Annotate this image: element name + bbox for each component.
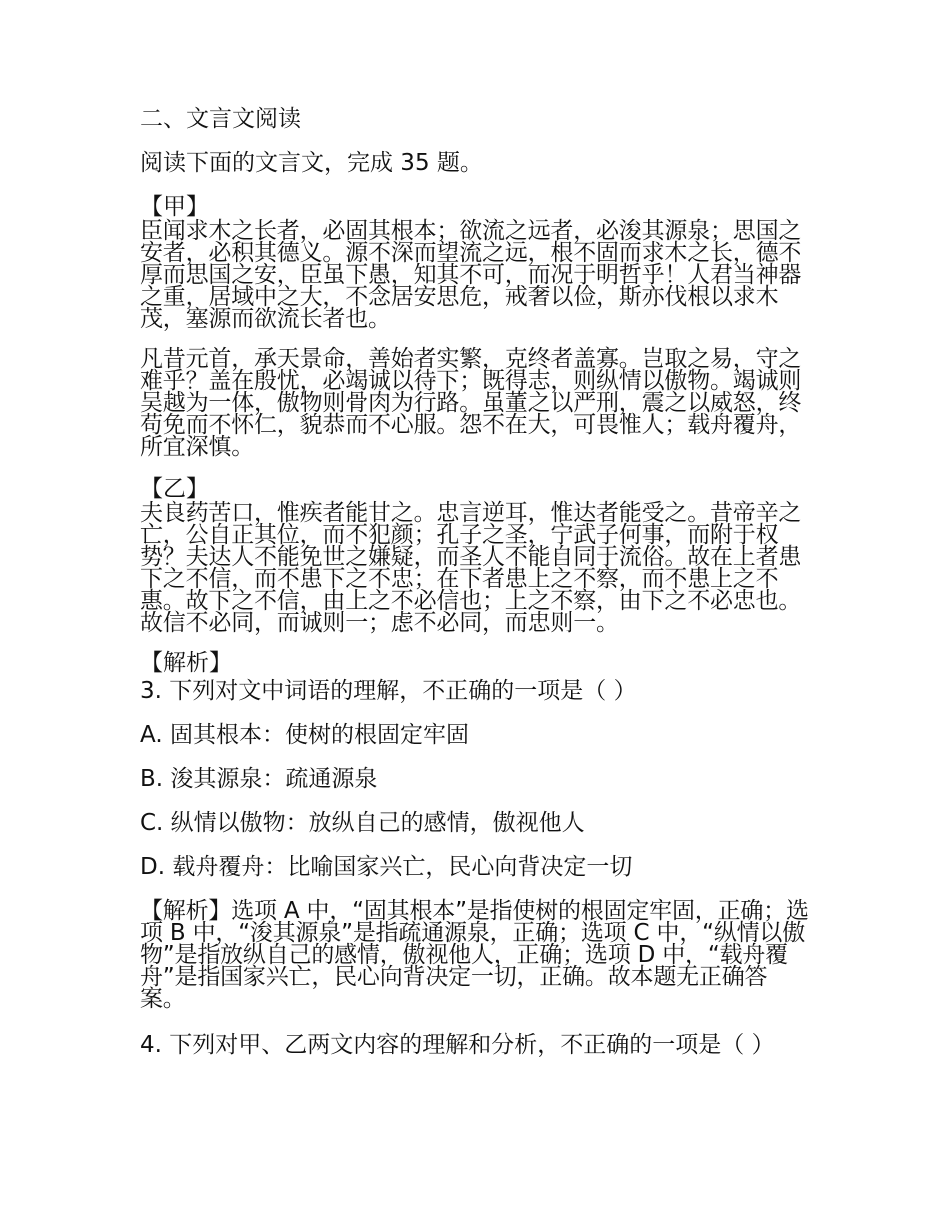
question-3-explanation: 【解析】选项 A 中，“固其根本”是指使树的根固定牢固，正确；选项 B 中，“浚其源泉”是指疏通源泉，正确；选项 C 中，“纵情以傲物”是指放纵自己的感情，傲视他人，正确；选项 D 中，“载舟覆舟”是指国家兴亡，民心向背决定一切，正确。故本题无正确答案。 [140, 898, 809, 1012]
passage-jia-label: 【甲】 [140, 194, 209, 220]
document-page [140, 104, 812, 1060]
question-3-option-d: D. 载舟覆舟：比喻国家兴亡，民心向背决定一切 [140, 854, 633, 880]
question-3-stem: 3. 下列对文中词语的理解，不正确的一项是（ ） [140, 678, 637, 704]
question-3-option-c: C. 纵情以傲物：放纵自己的感情，傲视他人 [140, 810, 585, 836]
reading-instruction: 阅读下面的文言文，完成 35 题。 [140, 150, 483, 176]
question-3-option-a: A. 固其根本：使树的根固定牢固 [140, 722, 469, 748]
question-4-stem: 4. 下列对甲、乙两文内容的理解和分析，不正确的一项是（ ） [140, 1032, 775, 1058]
question-3-option-b: B. 浚其源泉：疏通源泉 [140, 766, 378, 792]
passage-yi-label: 【乙】 [140, 476, 209, 502]
passage-jia-paragraph-2: 凡昔元首，承天景命，善始者实繁，克终者盖寡。岂取之易，守之难乎？盖在殷忧，必竭诚以待下；既得志，则纵情以傲物。竭诚则吴越为一体，傲物则骨肉为行路。虽董之以严刑，震之以威怒，终苟免而不怀仁，貌恭而不心服。怨不在大，可畏惟人；载舟覆舟，所宜深慎。 [140, 346, 802, 460]
passage-jia-paragraph-1: 臣闻求木之长者，必固其根本；欲流之远者，必浚其源泉；思国之安者，必积其德义。源不深而望流之远，根不固而求木之长，德不厚而思国之安，臣虽下愚，知其不可，而况于明哲乎！人君当神器之重，居域中之大，不念居安思危，戒奢以俭，斯亦伐根以求木茂，塞源而欲流长者也。 [140, 218, 802, 332]
analysis-label: 【解析】 [140, 650, 232, 676]
passage-yi-paragraph-1: 夫良药苦口，惟疾者能甘之。忠言逆耳，惟达者能受之。昔帝辛之亡，公自正其位，而不犯颜；孔子之圣，宁武子何事，而附于权势？夫达人不能免世之嫌疑，而圣人不能自同于流俗。故在上者患下之不信，而不患下之不忠；在下者患上之不察，而不患上之不惠。故下之不信，由上之不必信也；上之不察，由下之不必忠也。故信不必同，而诚则一；虑不必同，而忠则一。 [140, 500, 802, 636]
section-title: 二、文言文阅读 [140, 106, 301, 132]
